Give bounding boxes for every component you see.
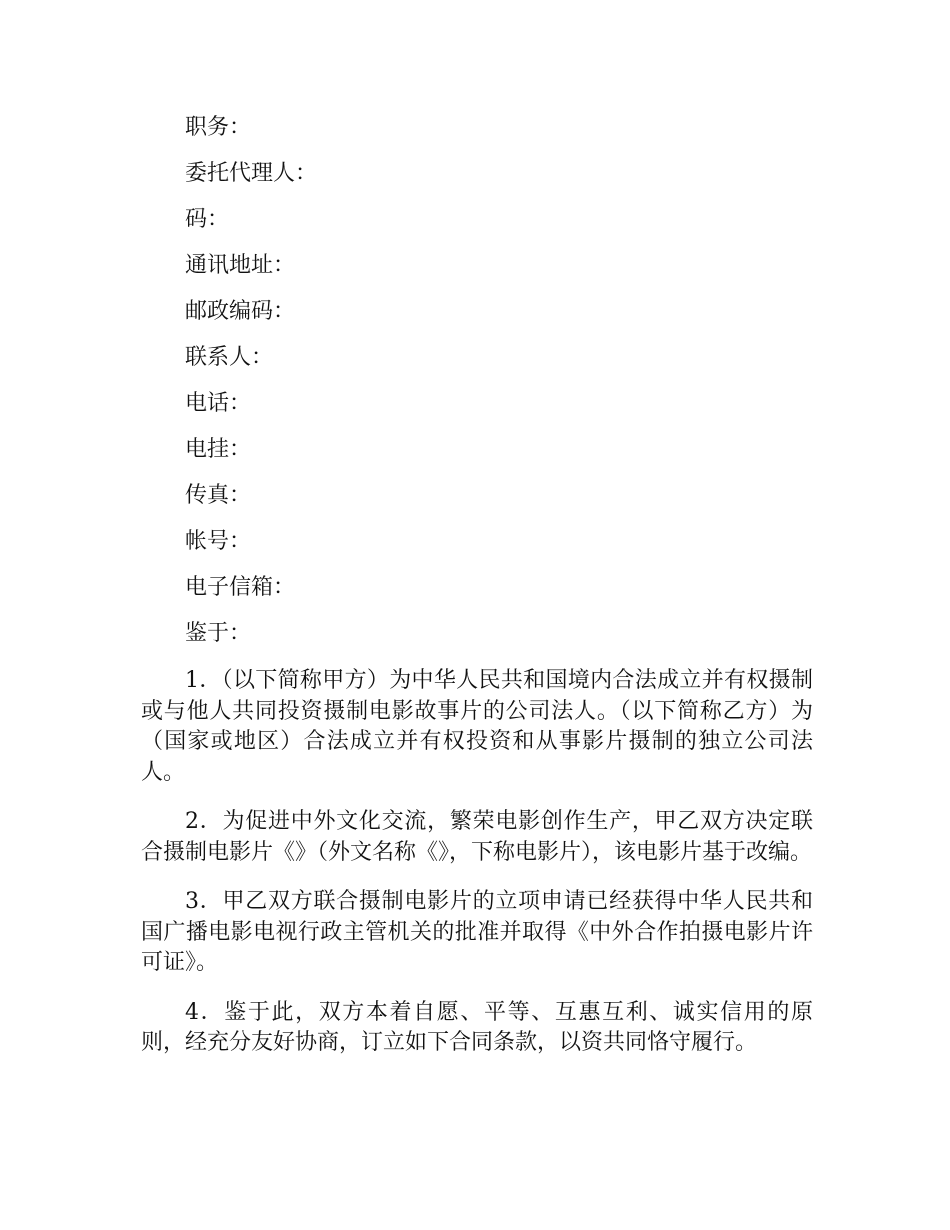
field-postal-code: 邮政编码： xyxy=(185,299,296,324)
contact-field-list xyxy=(185,108,805,660)
field-code: 码： xyxy=(185,207,230,232)
field-whereas: 鉴于： xyxy=(185,621,252,646)
field-fax: 传真： xyxy=(185,483,252,508)
field-email: 电子信箱： xyxy=(185,575,296,600)
field-account: 帐号： xyxy=(185,529,252,554)
field-address: 通讯地址： xyxy=(185,253,296,278)
field-cable: 电挂： xyxy=(185,437,252,462)
field-authorized-agent: 委托代理人： xyxy=(185,161,318,186)
field-position: 职务： xyxy=(185,115,252,140)
recital-paragraph-3: 3．甲乙双方联合摄制电影片的立项申请已经获得中华人民共和国广播电影电视行政主管机关的批准并取得《中外合作拍摄电影片许可证》。 xyxy=(141,889,813,975)
recital-paragraph-1: 1．（以下简称甲方）为中华人民共和国境内合法成立并有权摄制或与他人共同投资摄制电影故事片的公司法人。（以下简称乙方）为（国家或地区）合法成立并有权投资和从事影片摄制的独立公司法人。 xyxy=(141,668,813,785)
recital-paragraph-4: 4．鉴于此，双方本着自愿、平等、互惠互利、诚实信用的原则，经充分友好协商，订立如下合同条款，以资共同恪守履行。 xyxy=(141,999,813,1055)
field-phone: 电话： xyxy=(185,391,252,416)
recital-paragraph-2: 2．为促进中外文化交流，繁荣电影创作生产，甲乙双方决定联合摄制电影片《》（外文名称《》，下称电影片），该电影片基于改编。 xyxy=(141,809,813,865)
field-contact-person: 联系人： xyxy=(185,345,274,370)
recitals-section xyxy=(141,666,813,1078)
